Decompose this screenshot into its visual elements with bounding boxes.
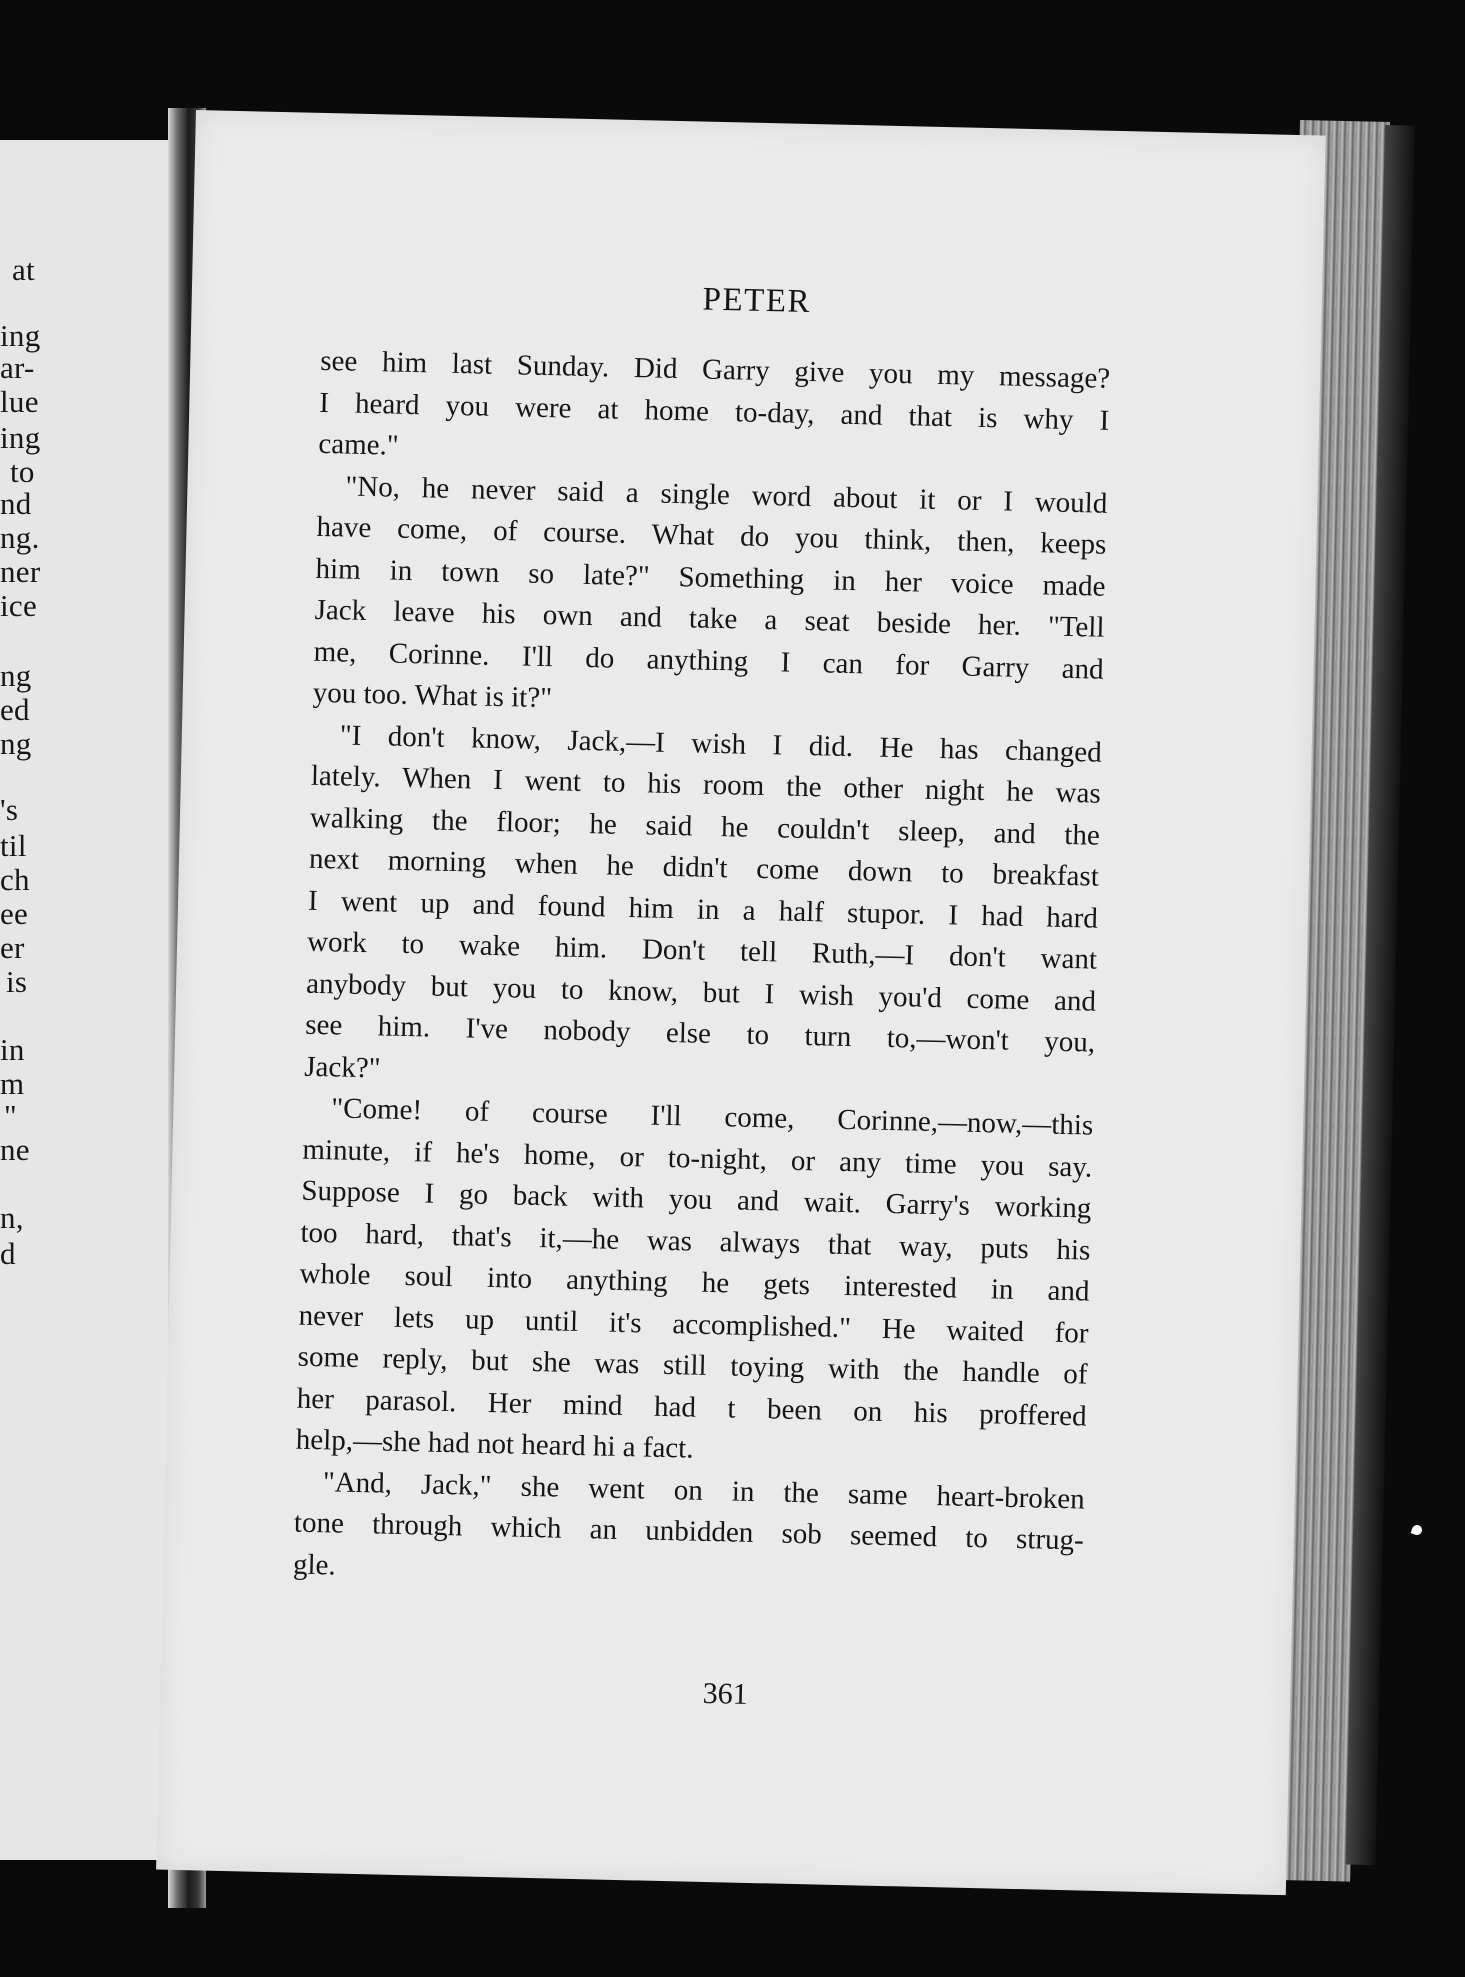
page-number: 361 (702, 1676, 749, 1711)
text-line: tone through which an unbidden sob seemed to strug- (293, 1506, 1085, 1557)
left-facing-page (0, 140, 175, 1860)
left-page-fragment: to (10, 454, 35, 489)
body-text (293, 341, 1111, 1604)
left-page-fragment: ng. (0, 520, 40, 555)
left-page-fragment: at (12, 252, 35, 287)
text-line: gle. (292, 1548, 337, 1582)
text-line: anybody but you to know, but I wish you'd come and (305, 967, 1097, 1018)
text-line: whole soul into anything he gets interested in and (299, 1257, 1090, 1308)
dust-speck (1411, 1524, 1424, 1537)
text-line: lately. When I went to his room the other night he was (310, 759, 1102, 810)
text-line: Suppose I go back with you and wait. Garry's working (301, 1174, 1092, 1225)
text-line: you too. What is it?" (312, 676, 553, 715)
left-page-fragment: ee (0, 896, 29, 931)
left-page-fragment: ne (0, 1132, 30, 1167)
left-page-fragment: in (0, 1032, 25, 1067)
left-page-fragment: 's (0, 792, 19, 827)
left-page-fragment: " (4, 1098, 17, 1133)
text-line: see him. I've nobody else to turn to,—won't you, (304, 1008, 1096, 1059)
text-line: minute, if he's home, or to-night, or any time you say. (302, 1133, 1093, 1184)
text-line: came." (318, 427, 400, 462)
left-page-fragment: m (0, 1066, 25, 1101)
text-line: help,—she had not heard hi a fact. (295, 1423, 694, 1465)
text-line: have come, of course. What do you think, then, keeps (316, 510, 1107, 561)
left-page-fragment: ar- (0, 350, 35, 385)
left-page-fragment: lue (0, 384, 39, 419)
text-line: I heard you were at home to-day, and that is why I (319, 386, 1110, 437)
left-page-fragment: nd (0, 486, 32, 521)
text-line: Jack leave his own and take a seat beside her. "Tell (314, 593, 1105, 644)
text-line: Jack?" (303, 1050, 381, 1084)
main-page (156, 110, 1326, 1895)
text-line: him in town so late?" Something in her voice made (315, 552, 1106, 603)
left-page-fragment: ng (0, 658, 32, 693)
running-head: PETER (702, 281, 812, 320)
text-line: "I don't know, Jack,—I wish I did. He has changed (339, 718, 1103, 769)
text-line: her parasol. Her mind had t been on his proffered (296, 1382, 1087, 1433)
left-page-fragment: ing (0, 420, 41, 455)
left-page-fragment: ice (0, 588, 38, 623)
text-line: "Come! of course I'll come, Corinne,—now,—this (331, 1092, 1094, 1142)
left-page-fragment: n, (0, 1200, 24, 1235)
left-page-fragment: is (6, 964, 28, 999)
left-page-fragment: d (0, 1236, 16, 1271)
left-page-fragment: til (0, 828, 27, 863)
text-line: me, Corinne. I'll do anything I can for Garry and (313, 635, 1104, 686)
text-line: next morning when he didn't come down to breakfast (308, 842, 1100, 893)
left-page-fragment: ng (0, 726, 32, 761)
text-line: I went up and found him in a half stupor. I had hard (307, 884, 1099, 935)
text-line: never lets up until it's accomplished." He waited for (298, 1299, 1089, 1350)
left-page-fragment: ner (0, 554, 41, 589)
text-line: see him last Sunday. Did Garry give you my message? (319, 344, 1111, 395)
left-page-fragment: ch (0, 862, 30, 897)
text-line: some reply, but she was still toying with the handle of (297, 1340, 1088, 1391)
left-page-fragment: ing (0, 318, 41, 353)
text-line: "And, Jack," she went on in the same heart-broken (322, 1465, 1086, 1516)
text-line: work to wake him. Don't tell Ruth,—I don't want (306, 925, 1098, 976)
left-page-fragment: ed (0, 692, 30, 727)
left-page-fragment: er (0, 930, 25, 965)
text-line: "No, he never said a single word about it or I would (345, 469, 1108, 520)
text-line: too hard, that's it,—he was always that way, puts his (300, 1216, 1091, 1267)
text-line: walking the floor; he said he couldn't sleep, and the (309, 801, 1101, 852)
